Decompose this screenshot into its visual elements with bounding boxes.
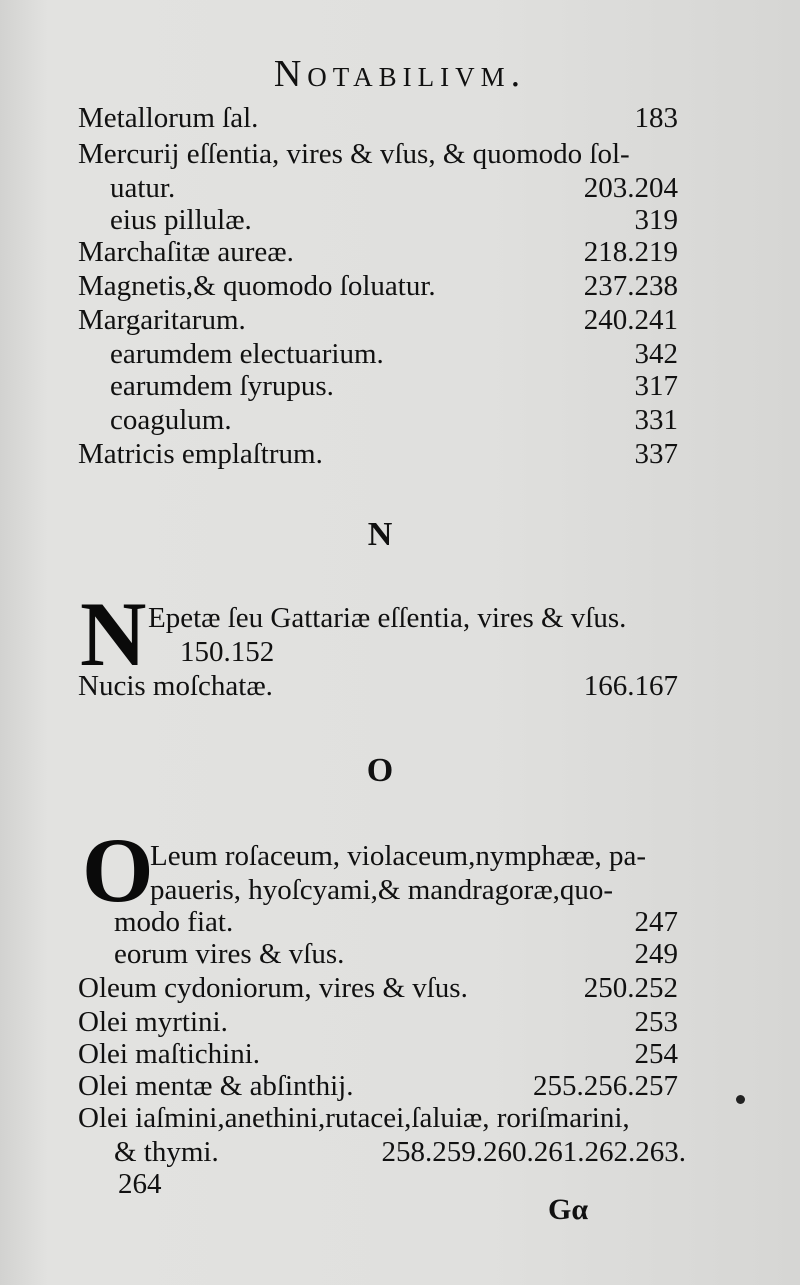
section-heading-o: O bbox=[366, 752, 394, 789]
entry-page: 247 bbox=[634, 906, 678, 938]
running-header: Notabilivm. bbox=[273, 53, 527, 95]
entry-page: 317 bbox=[634, 370, 678, 402]
entry-text: modo fiat. bbox=[114, 906, 234, 938]
entry-text: Mercurij eſſentia, vires & vſus, & quomodo ſol- bbox=[78, 138, 630, 170]
index-entry bbox=[78, 100, 678, 136]
index-entry bbox=[78, 436, 678, 472]
entry-text: Leum roſaceum, violaceum,nymphææ, pa- bbox=[150, 840, 647, 872]
catchword: Gα bbox=[548, 1193, 589, 1226]
entry-page: 166.167 bbox=[583, 670, 678, 702]
entry-page: 253 bbox=[634, 1006, 678, 1038]
entry-text: earumdem electuarium. bbox=[110, 338, 384, 370]
section-heading-n: N bbox=[367, 516, 393, 553]
entry-text: Marchaſitæ aureæ. bbox=[78, 236, 294, 268]
entry-page: 264 bbox=[118, 1168, 162, 1200]
entry-page: 218.219 bbox=[583, 236, 678, 268]
ink-spot bbox=[736, 1095, 745, 1104]
entry-text: coagulum. bbox=[110, 404, 232, 436]
index-entry bbox=[78, 970, 678, 1006]
entry-page: 183 bbox=[634, 102, 678, 134]
index-entry bbox=[114, 1134, 686, 1170]
entry-text: eorum vires & vſus. bbox=[114, 938, 345, 970]
entry-text: Epetæ ſeu Gattariæ eſſentia, vires & vſus. bbox=[148, 602, 627, 634]
entry-text: Magnetis,& quomodo ſoluatur. bbox=[78, 270, 436, 302]
drop-cap-o: O bbox=[82, 819, 154, 921]
entry-page: 319 bbox=[634, 204, 678, 236]
index-entry bbox=[78, 234, 678, 270]
entry-text: Olei mentæ & abſinthij. bbox=[78, 1070, 354, 1102]
index-entry bbox=[78, 1004, 678, 1040]
entry-page: 150.152 bbox=[180, 636, 275, 668]
entry-page: 331 bbox=[634, 404, 678, 436]
index-entry bbox=[78, 1036, 678, 1072]
entry-page: 337 bbox=[634, 438, 678, 470]
index-entry bbox=[78, 1068, 678, 1104]
entry-text: uatur. bbox=[110, 172, 176, 204]
entry-text: Margaritarum. bbox=[78, 304, 246, 336]
index-entry bbox=[78, 136, 678, 172]
index-entry bbox=[110, 170, 678, 206]
entry-page: 249 bbox=[634, 938, 678, 970]
entry-text: Oleum cydoniorum, vires & vſus. bbox=[78, 972, 468, 1004]
entry-text: Olei iaſmini,anethini,rutacei,ſaluiæ, roriſmarini, bbox=[78, 1102, 630, 1134]
entry-page: 254 bbox=[634, 1038, 678, 1070]
entry-page: 237.238 bbox=[583, 270, 678, 302]
index-entry bbox=[110, 336, 678, 372]
index-entry bbox=[78, 302, 678, 338]
entry-text: earumdem ſyrupus. bbox=[110, 370, 334, 402]
entry-page: 203.204 bbox=[583, 172, 678, 204]
index-entry bbox=[110, 402, 678, 438]
entry-text: Olei myrtini. bbox=[78, 1006, 228, 1038]
entry-text: Matricis emplaſtrum. bbox=[78, 438, 323, 470]
entry-text: Metallorum ſal. bbox=[78, 102, 259, 134]
entry-text: eius pillulæ. bbox=[110, 204, 252, 236]
index-entry bbox=[78, 268, 678, 304]
entry-page: 258.259.260.261.262.263. bbox=[381, 1136, 686, 1168]
index-entry bbox=[78, 668, 678, 704]
index-entry bbox=[114, 936, 678, 972]
index-entry bbox=[110, 368, 678, 404]
entry-page: 255.256.257 bbox=[533, 1070, 678, 1102]
entry-text: & thymi. bbox=[114, 1136, 219, 1168]
entry-text: Olei maſtichini. bbox=[78, 1038, 261, 1070]
drop-cap-n: N bbox=[80, 583, 147, 685]
index-entry bbox=[114, 904, 678, 940]
entry-text: paueris, hyoſcyami,& mandragoræ,quo- bbox=[150, 874, 614, 906]
entry-page: 342 bbox=[634, 338, 678, 370]
entry-page: 250.252 bbox=[583, 972, 678, 1004]
entry-text: Nucis moſchatæ. bbox=[78, 670, 273, 702]
index-entry bbox=[110, 202, 678, 238]
entry-page: 240.241 bbox=[583, 304, 678, 336]
